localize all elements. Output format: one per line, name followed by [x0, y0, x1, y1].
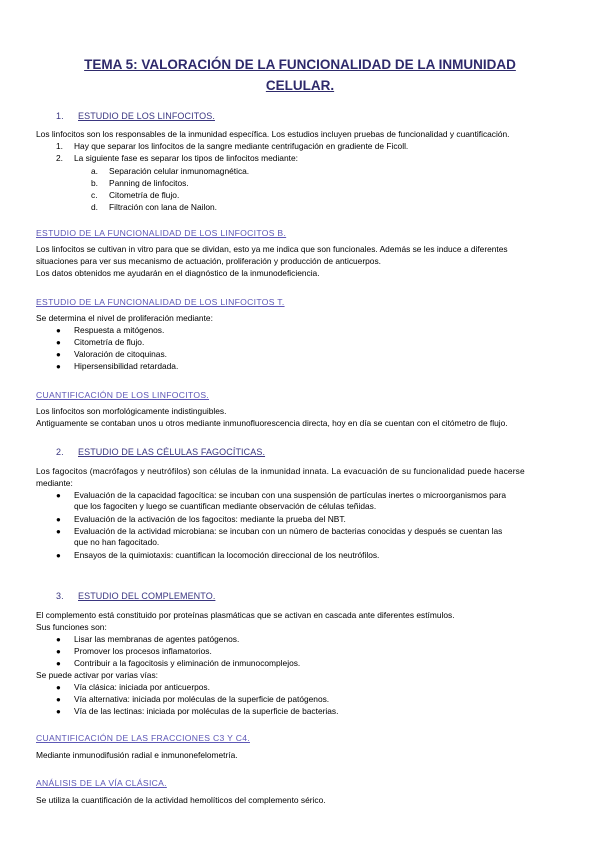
subsection-heading: CUANTIFICACIÓN DE LAS FRACCIONES C3 Y C4.: [36, 733, 250, 743]
bullet-item: [56, 706, 566, 717]
bullet-text: Valoración de citoquinas.: [74, 349, 167, 359]
bullet-item: [56, 325, 566, 336]
paragraph-line: Los linfocitos son morfológicamente indistinguibles.: [36, 406, 227, 416]
list-text: La siguiente fase es separar los tipos de linfocitos mediante:: [74, 153, 298, 163]
section-title: ESTUDIO DE LOS LINFOCITOS.: [78, 111, 215, 121]
bullet-item: [56, 361, 566, 372]
paragraph: Los linfocitos son los responsables de la inmunidad específica. Los estudios incluyen pruebas de funcionalidad y cuantificación.: [36, 129, 510, 139]
bullet-text: Citometría de flujo.: [74, 337, 145, 347]
bullet-item: [56, 514, 566, 525]
paragraph: Se utiliza la cuantificación de la actividad hemolíticos del complemento sérico.: [36, 795, 326, 805]
bullet-text: Respuesta a mitógenos.: [74, 325, 165, 335]
bullet-icon: ●: [56, 491, 61, 500]
bullet-text: Lisar las membranas de agentes patógenos.: [74, 634, 240, 644]
bullet-icon: ●: [56, 350, 61, 359]
bullet-icon: ●: [56, 635, 61, 644]
bullet-icon: ●: [56, 683, 61, 692]
bullet-text: Contribuir a la fagocitosis y eliminación de inmunocomplejos.: [74, 658, 301, 668]
list-text: Separación celular inmunomagnética.: [109, 166, 250, 176]
bullet-icon: ●: [56, 527, 61, 536]
bullet-icon: ●: [56, 362, 61, 371]
bullet-item: [56, 634, 566, 645]
bullet-icon: ●: [56, 707, 61, 716]
page-title: [40, 54, 560, 96]
paragraph-line: Antiguamente se contaban unos u otros mediante inmunofluorescencia directa, hoy en día se cuentan con el citómetro de flujo.: [36, 418, 508, 428]
list-text: Panning de linfocitos.: [109, 178, 189, 188]
list-marker: d.: [91, 202, 98, 212]
bullet-item: [56, 526, 566, 549]
list-marker: a.: [91, 166, 98, 176]
bullet-item: [56, 646, 566, 657]
list-text: Citometría de flujo.: [109, 190, 180, 200]
bullet-item: [56, 682, 566, 693]
list-marker: b.: [91, 178, 98, 188]
section-number: 2.: [56, 447, 64, 457]
bullet-icon: ●: [56, 515, 61, 524]
bullet-text: Evaluación de la capacidad fagocítica: se incuban con una suspensión de partículas inertes o microorganismos para: [74, 490, 507, 500]
subsection-heading: ESTUDIO DE LA FUNCIONALIDAD DE LOS LINFOCITOS T.: [36, 297, 285, 307]
section-title: ESTUDIO DE LAS CÉLULAS FAGOCÍTICAS.: [78, 447, 266, 457]
bullet-text: Evaluación de la activación de los fagocitos: mediante la prueba del NBT.: [74, 514, 346, 524]
bullet-text: Vía de las lectinas: iniciada por moléculas de la superficie de bacterias.: [74, 706, 339, 716]
list-marker: 2.: [56, 153, 63, 163]
bullet-text: Vía clásica: iniciada por anticuerpos.: [74, 682, 210, 692]
paragraph: El complemento está constituido por proteínas plasmáticas que se activan en cascada ante diferentes estímulos.: [36, 610, 455, 620]
list-text: Hay que separar los linfocitos de la sangre mediante centrifugación en gradiente de Ficoll.: [74, 141, 409, 151]
list-item: [91, 166, 249, 176]
bullet-text: Ensayos de la quimiotaxis: cuantifican la locomoción direccional de los neutrófilos.: [74, 550, 380, 560]
paragraph: Mediante inmunodifusión radial e inmunonefelometría.: [36, 750, 238, 760]
subsection-heading: CUANTIFICACIÓN DE LOS LINFOCITOS.: [36, 390, 210, 400]
section-number: 1.: [56, 111, 64, 121]
bullet-text: Vía alternativa: iniciada por moléculas de la superficie de patógenos.: [74, 694, 330, 704]
list-marker: c.: [91, 190, 98, 200]
list-item: [56, 141, 408, 151]
bullet-text: Hipersensibilidad retardada.: [74, 361, 179, 371]
bullet-item: [56, 349, 566, 360]
list-item: [56, 153, 298, 163]
title-line-2: CELULAR.: [265, 78, 335, 93]
paragraph: Se puede activar por varias vías:: [36, 670, 158, 680]
bullet-item: [56, 337, 566, 348]
bullet-item: [56, 694, 566, 705]
bullet-icon: ●: [56, 695, 61, 704]
section-2-heading: [56, 447, 265, 457]
bullet-icon: ●: [56, 338, 61, 347]
paragraph-line: situaciones para ver sus mecanismo de actuación, proliferación y producción de anticuerpos.: [36, 256, 381, 266]
paragraph-line: Los datos obtenidos me ayudarán en el diagnóstico de la inmunodeficiencia.: [36, 268, 320, 278]
bullet-icon: ●: [56, 326, 61, 335]
bullet-icon: ●: [56, 659, 61, 668]
paragraph: Se determina el nivel de proliferación mediante:: [36, 313, 213, 323]
paragraph-line: Los linfocitos se cultivan in vitro para que se dividan, esto ya me indica que son funcionales. Además se les induce a diferentes: [36, 244, 508, 254]
list-item: [91, 178, 189, 188]
bullet-text-cont: que los fagociten y luego se cuantifican mediante observación de células teñidas.: [74, 501, 377, 512]
section-1-heading: [56, 111, 215, 121]
section-3-heading: [56, 591, 215, 601]
bullet-item: [56, 490, 566, 513]
bullet-text-cont: que no han fagocitado.: [74, 537, 160, 548]
subsection-heading: ESTUDIO DE LA FUNCIONALIDAD DE LOS LINFOCITOS B.: [36, 228, 287, 238]
bullet-text: Evaluación de la actividad microbiana: se incuban con un número de bacterias conocidas y después se cuentan las: [74, 526, 503, 536]
section-number: 3.: [56, 591, 64, 601]
bullet-item: [56, 550, 566, 561]
bullet-item: [56, 658, 566, 669]
bullet-icon: ●: [56, 647, 61, 656]
subsection-heading: ANÁLISIS DE LA VÍA CLÁSICA.: [36, 778, 167, 788]
paragraph: Sus funciones son:: [36, 622, 107, 632]
paragraph-line: mediante:: [36, 478, 73, 488]
list-text: Filtración con lana de Nailon.: [109, 202, 218, 212]
section-title: ESTUDIO DEL COMPLEMENTO.: [78, 591, 216, 601]
title-line-1: TEMA 5: VALORACIÓN DE LA FUNCIONALIDAD DE LA INMUNIDAD: [84, 57, 516, 72]
list-marker: 1.: [56, 141, 63, 151]
bullet-text: Promover los procesos inflamatorios.: [74, 646, 212, 656]
list-item: [91, 202, 217, 212]
bullet-icon: ●: [56, 551, 61, 560]
paragraph-line: Los fagocitos (macrófagos y neutrófilos) son células de la inmunidad innata. La evacuación de su funcionalidad puede hacerse: [36, 466, 525, 476]
list-item: [91, 190, 179, 200]
